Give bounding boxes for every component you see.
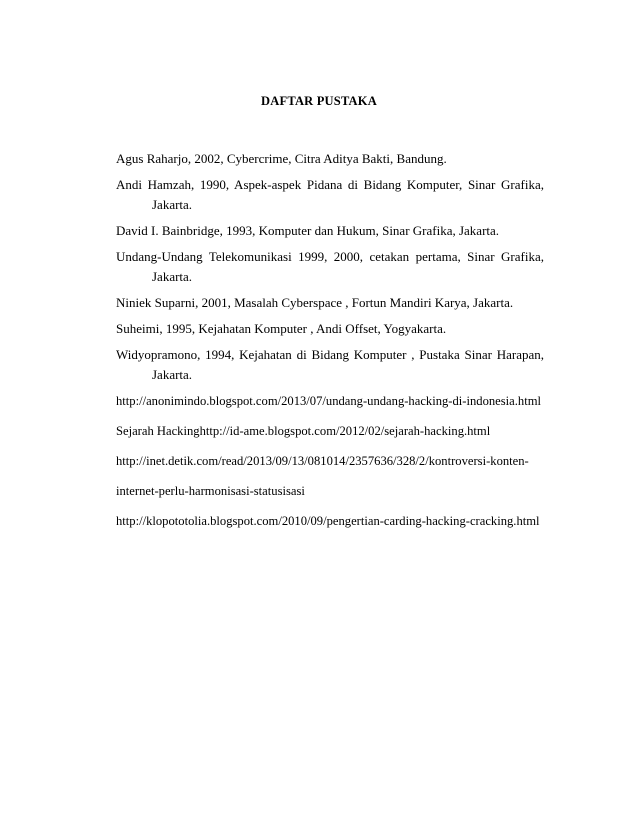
reference-item: Agus Raharjo, 2002, Cybercrime, Citra Aditya Bakti, Bandung. <box>116 151 447 166</box>
reference-url: http://inet.detik.com/read/2013/09/13/081014/2357636/328/2/kontroversi-konten- <box>116 454 529 468</box>
reference-item: Undang-Undang Telekomunikasi 1999, 2000, cetakan pertama, Sinar Grafika, Jakarta. <box>116 249 544 284</box>
reference-url-continuation: internet-perlu-harmonisasi-statusisasi <box>116 484 305 498</box>
reference-item: Niniek Suparni, 2001, Masalah Cyberspace , Fortun Mandiri Karya, Jakarta. <box>116 295 514 310</box>
reference-item: Andi Hamzah, 1990, Aspek-aspek Pidana di Bidang Komputer, Sinar Grafika, Jakarta. <box>116 177 544 212</box>
reference-item: David I. Bainbridge, 1993, Komputer dan Hukum, Sinar Grafika, Jakarta. <box>116 223 500 238</box>
reference-list <box>116 149 544 541</box>
reference-item: Widyopramono, 1994, Kejahatan di Bidang Komputer , Pustaka Sinar Harapan, Jakarta. <box>116 347 544 382</box>
reference-item: Suheimi, 1995, Kejahatan Komputer , Andi Offset, Yogyakarta. <box>116 321 447 336</box>
page-title: DAFTAR PUSTAKA <box>261 94 377 108</box>
reference-url: http://klopototolia.blogspot.com/2010/09/pengertian-carding-hacking-cracking.html <box>116 514 540 528</box>
reference-url: Sejarah Hackinghttp://id-ame.blogspot.com/2012/02/sejarah-hacking.html <box>116 424 491 438</box>
reference-url: http://anonimindo.blogspot.com/2013/07/undang-undang-hacking-di-indonesia.html <box>116 394 541 408</box>
